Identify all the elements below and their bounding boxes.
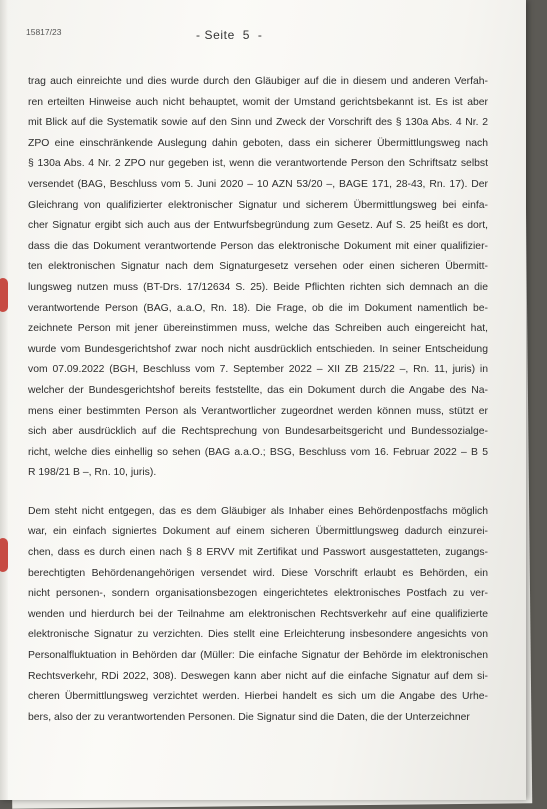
text-line: berechtigten Behördenangehörigen versendet wird. Diese Vorschrift erlaubt es Behörden, ein xyxy=(28,567,488,579)
text-line: wurde vom Bundesgerichtshof zwar noch nicht ausdrücklich entschieden. In seiner Entscheidung xyxy=(28,343,488,355)
text-line: versendet (BAG, Beschluss vom 5. Juni 2020 – 10 AZN 53/20 –, BAGE 171, 28-43, Rn. 17). Der xyxy=(28,178,488,190)
document-body xyxy=(28,72,488,728)
paragraph-2 xyxy=(28,502,488,729)
page-edge xyxy=(0,0,8,800)
text-line: bers, also der zu verantwortenden Personen. Die Signatur sind die Daten, die der Unterzeichner xyxy=(28,711,470,723)
text-line: Dem steht nicht entgegen, das es dem Gläubiger als Inhaber eines Behördenpostfachs möglich xyxy=(28,505,488,517)
text-line: cheren Übermittlungsweg verzichtet werden. Hierbei handelt es sich um die Angabe des Urhe- xyxy=(28,691,488,703)
text-line: Rechtsverkehr, RDi 2022, 308). Deswegen kann aber nicht auf die einfache Signatur auf dem si- xyxy=(28,670,488,682)
text-line: ren erteilten Hinweise auch nicht behauptet, womit der Umstand gerichtsbekannt ist. Es ist aber xyxy=(28,96,488,108)
text-line: sich aber ausdrücklich auf die Rechtsprechung von Bundesarbeitsgericht und Bundessozialge- xyxy=(28,426,488,438)
text-line: richt, welche dies einhellig so sehen (BAG a.a.O.; BSG, Beschluss vom 16. Februar 2022 – B 5 xyxy=(28,446,488,458)
paragraph-1 xyxy=(28,72,488,484)
text-line: welcher der Bundesgerichtshof bereits feststellte, das ein Dokument durch die Angabe des Na- xyxy=(28,384,488,396)
text-line: Personalfluktuation in Behörden dar (Müller: Die einfache Signatur der Behörde im elektronischen xyxy=(28,650,488,662)
text-line: elektronische Signatur zu verzichten. Dies stellt eine Erleichterung insbesondere angesichts von xyxy=(28,629,488,641)
text-line: R 198/21 B –, Rn. 10, juris). xyxy=(28,467,157,479)
text-line: vom 07.09.2022 (BGH, Beschluss vom 7. September 2022 – XII ZB 215/22 –, Rn. 11, juris) in xyxy=(28,364,488,376)
page-number-header: - Seite 5 - xyxy=(196,28,263,42)
binder-hole xyxy=(0,538,8,572)
text-line: mens einer bestimmten Person als Verantwortlicher zugeordnet werden können muss, stützt er xyxy=(28,405,488,417)
text-line: Gleichrang von qualifizierter elektronischer Signatur und sicherem Übermittlungsweg bei einfa- xyxy=(28,199,488,211)
text-line: wenden und hierdurch bei der Teilnahme am elektronischen Rechtsverkehr auf eine qualifizierte xyxy=(28,608,488,620)
text-line: ZPO eine einschränkende Auslegung dahin geboten, dass ein sicherer Übermittlungsweg nach xyxy=(28,137,488,149)
text-line: ten elektronischen Signatur nach dem Signaturgesetz versehen oder einen sicheren Übermitt- xyxy=(28,261,488,273)
paragraph-gap xyxy=(28,484,488,502)
binder-hole xyxy=(0,278,8,312)
text-line: mit Blick auf die Systematik sowie auf den Sinn und Zweck der Vorschrift des § 130a Abs. 4 Nr. 2 xyxy=(28,117,488,129)
text-line: § 130a Abs. 4 Nr. 2 ZPO nur gegeben ist, wenn die verantwortende Person den Schriftsatz selbst xyxy=(28,158,488,170)
text-line: dass die das Dokument verantwortende Person das elektronische Dokument mit einer qualifizier- xyxy=(28,240,488,252)
text-line: trag auch einreichte und dies wurde durch den Gläubiger auf die in diesem und anderen Verfah- xyxy=(28,76,488,87)
text-line: zeichnete Person mit jener übereinstimmen muss, welche das Schreiben auch eingereicht hat, xyxy=(28,323,488,335)
text-line: verantwortende Person (BAG, a.a.O, Rn. 18). Die Frage, ob die im Dokument namentlich be- xyxy=(28,302,488,314)
text-line: chen, dass es durch einen nach § 8 ERVV mit Zertifikat und Passwort ausgestatteten, zugangs- xyxy=(28,547,488,559)
text-line: cher Signatur ergibt sich auch aus der Entwurfsbegründung zum Gesetz. Auf S. 25 heißt es dort, xyxy=(28,220,488,232)
file-number: 15817/23 xyxy=(26,27,62,37)
text-line: nicht personen-, sondern organisationsbezogen eingerichtetes elektronisches Postfach zu ver- xyxy=(28,588,488,600)
text-line: war, ein einfach signiertes Dokument auf einem sicheren Übermittlungsweg dadurch einzurei- xyxy=(28,526,488,538)
text-line: lungsweg nutzen muss (BT-Drs. 17/12634 S. 25). Beide Pflichten richten sich demnach an die xyxy=(28,281,488,293)
